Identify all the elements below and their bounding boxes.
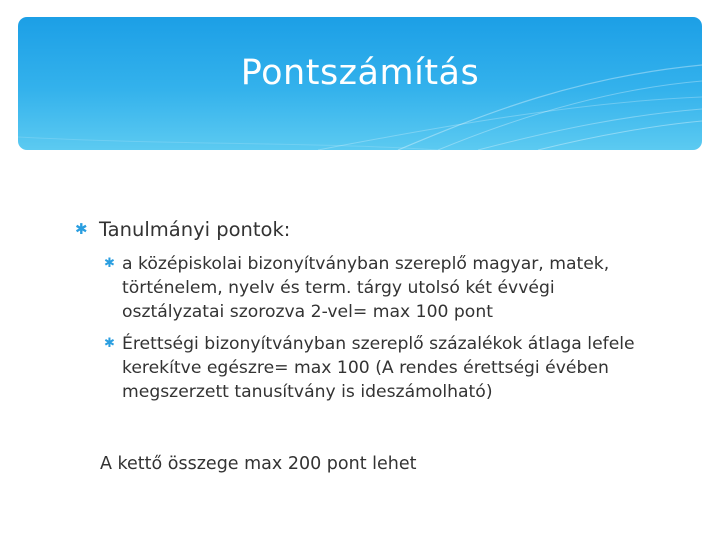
sub-bullet-item xyxy=(104,252,664,324)
summary-text: A kettő összege max 200 pont lehet xyxy=(100,454,417,474)
slide-title: Pontszámítás xyxy=(240,53,480,93)
bullet-item xyxy=(75,217,290,243)
asterisk-icon: ✱ xyxy=(104,336,115,351)
asterisk-icon: ✱ xyxy=(104,256,115,271)
sub-bullet-item xyxy=(104,332,664,404)
sub-bullet-text: a középiskolai bizonyítványban szereplő magyar, matek, történelem, nyelv és term. tárgy utolsó két évvégi osztályzatai szorozva 2-vel= max 100 pont xyxy=(122,254,610,322)
bullet-text: Tanulmányi pontok: xyxy=(99,218,291,241)
asterisk-icon: ✱ xyxy=(75,220,88,238)
sub-bullet-text: Érettségi bizonyítványban szereplő százalékok átlaga lefele kerekítve egészre= max 100 (A rendes érettségi évében megszerzett tanusítvány is ideszámolható) xyxy=(122,334,635,402)
